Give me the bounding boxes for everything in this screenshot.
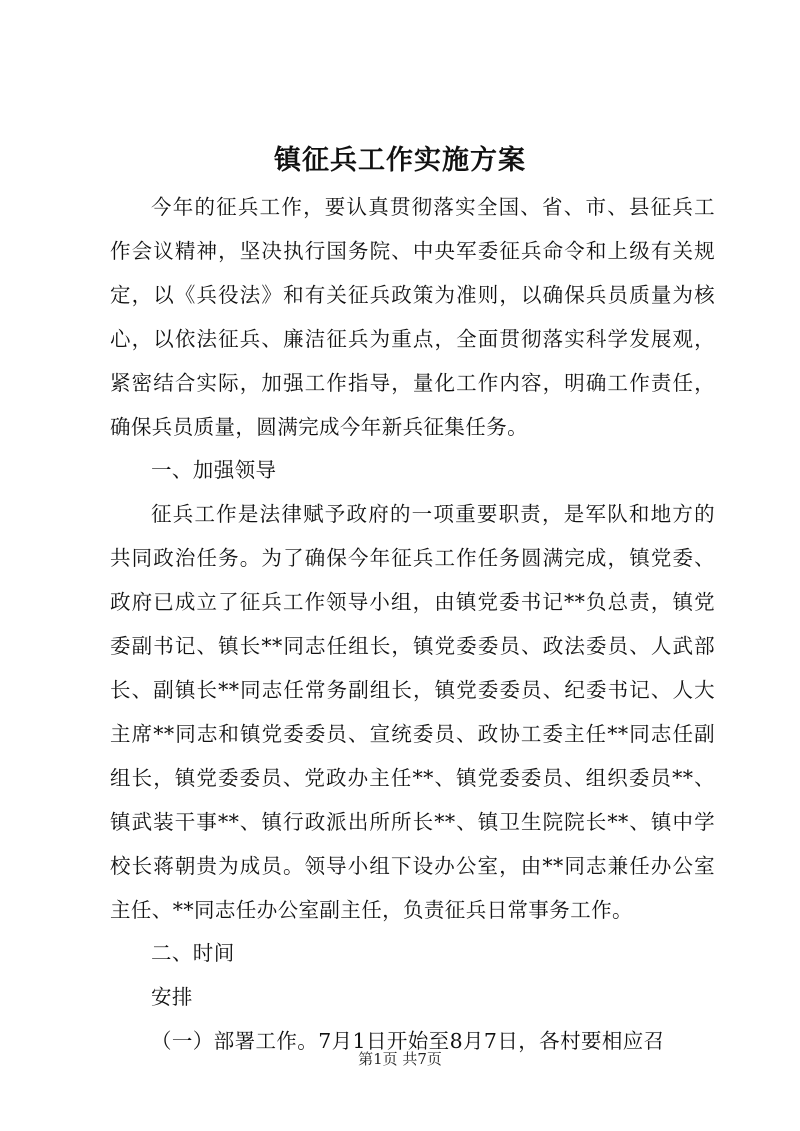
page-number-footer: 第1页 共7页 (358, 1050, 442, 1068)
paragraph-arrangement: 安排 (151, 985, 193, 1010)
section-heading-time: 二、时间 (151, 941, 235, 966)
paragraph-intro: 今年的征兵工作，要认真贯彻落实全国、省、市、县征兵工作会议精神，坚决执行国务院、中央军委征兵命令和上级有关规定，以《兵役法》和有关征兵政策为准则，以确保兵员质量为核心，以依法征兵、廉洁征兵为重点，全面贯彻落实科学发展观，紧密结合实际，加强工作指导，量化工作内容，明确工作责任，确保兵员质量，圆满完成今年新兵征集任务。 (110, 195, 715, 439)
document-title: 镇征兵工作实施方案 (274, 145, 526, 176)
paragraph-deployment: （一）部署工作。7月1日开始至8月7日，各村要相应召 (151, 1029, 665, 1054)
section-heading-leadership: 一、加强领导 (151, 458, 277, 483)
paragraph-leadership: 征兵工作是法律赋予政府的一项重要职责，是军队和地方的共同政治任务。为了确保今年征兵工作任务圆满完成，镇党委、政府已成立了征兵工作领导小组，由镇党委书记**负总责，镇党委副书记、镇长**同志任组长，镇党委委员、政法委员、人武部长、副镇长**同志任常务副组长，镇党委委员、纪委书记、人大主席**同志和镇党委委员、宣统委员、政协工委主任**同志任副组长，镇党委委员、党政办主任**、镇党委委员、组织委员**、镇武装干事**、镇行政派出所所长**、镇卫生院院长**、镇中学校长蒋朝贵为成员。领导小组下设办公室，由**同志兼任办公室主任、**同志任办公室副主任，负责征兵日常事务工作。 (110, 502, 715, 922)
document-body (110, 186, 715, 1064)
